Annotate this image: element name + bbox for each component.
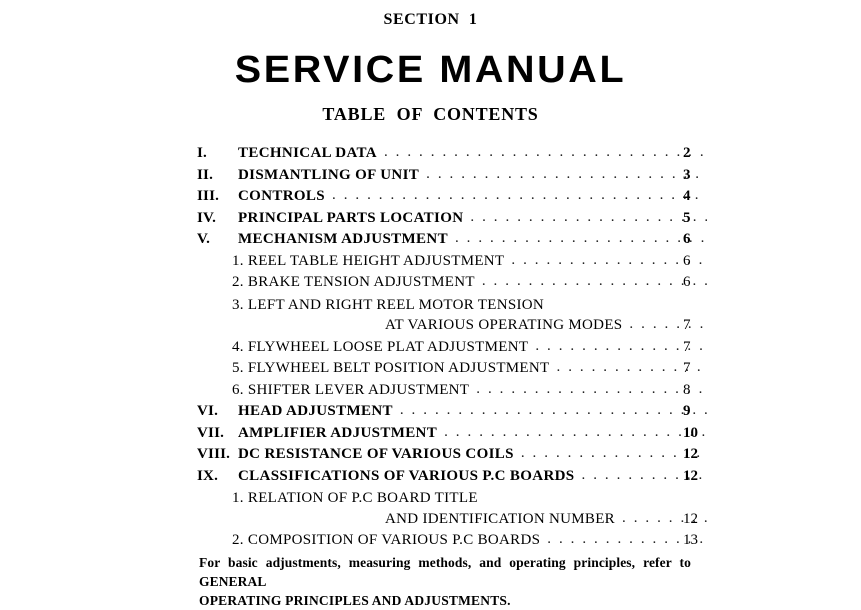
toc-entry-page-number: 6 (683, 252, 691, 269)
toc-entry-body (238, 401, 707, 423)
toc-entry-page-number: 7 (683, 360, 691, 376)
toc-dot-leader (455, 228, 707, 243)
toc-entry-label: 1. REEL TABLE HEIGHT ADJUSTMENT (232, 252, 505, 269)
toc-dot-leader (535, 336, 707, 351)
toc-entry-label: 3. LEFT AND RIGHT REEL MOTOR TENSION (232, 296, 545, 313)
toc-entry-page-number: 12 (683, 467, 698, 484)
toc-entry-body (238, 229, 707, 251)
toc-entry[interactable] (197, 487, 707, 509)
toc-entry-page-number: 6 (683, 274, 691, 290)
toc-entry-number: II. (197, 166, 214, 183)
toc-entry[interactable] (197, 423, 707, 445)
toc-entry-page-number: 9 (683, 403, 691, 419)
toc-entry-label: 4. FLYWHEEL LOOSE PLAT ADJUSTMENT (232, 338, 529, 355)
table-of-contents-heading: TABLE OF CONTENTS (322, 104, 539, 124)
toc-entry-label: DC RESISTANCE OF VARIOUS COILS (238, 446, 514, 462)
toc-entry-body (232, 487, 707, 510)
toc-entry-number: VII. (197, 424, 225, 441)
toc-entry-number: I. (197, 145, 207, 161)
toc-entry-body (238, 165, 707, 187)
toc-dot-leader (470, 207, 707, 222)
toc-entry-number: V. (197, 231, 211, 247)
toc-entry-label: 6. SHIFTER LEVER ADJUSTMENT (232, 381, 470, 398)
toc-entry-body (232, 380, 707, 402)
toc-entry-body (238, 466, 707, 488)
toc-dot-leader (400, 400, 707, 415)
toc-dot-leader (482, 271, 707, 286)
toc-entry[interactable] (197, 380, 707, 402)
toc-entry[interactable] (197, 444, 707, 466)
toc-dot-leader (332, 185, 707, 200)
toc-entry-page-number: 3 (683, 166, 691, 183)
toc-entry[interactable] (197, 208, 707, 230)
toc-entry-label: 1. RELATION OF P.C BOARD TITLE (232, 490, 478, 506)
toc-entry-page-number: 2 (683, 145, 691, 161)
toc-entry-body (238, 208, 707, 230)
toc-entry-page-number: 6 (683, 231, 691, 247)
toc-entry-label: TECHNICAL DATA (238, 145, 377, 161)
toc-entry-label: 5. FLYWHEEL BELT POSITION ADJUSTMENT (232, 360, 550, 376)
toc-entry-label: AT VARIOUS OPERATING MODES (385, 317, 623, 333)
toc-entry-number: III. (197, 188, 220, 204)
toc-dot-leader (551, 293, 707, 308)
toc-entry[interactable] (197, 294, 707, 316)
toc-entry-page-number: 13 (683, 532, 698, 548)
toc-entry-number: VI. (197, 403, 219, 419)
toc-entry-number: VIII. (197, 446, 231, 462)
toc-entry[interactable] (197, 251, 707, 273)
toc-entry[interactable] (197, 530, 707, 552)
toc-dot-leader (444, 422, 707, 437)
toc-entry-body (232, 358, 707, 380)
toc-dot-leader (384, 142, 707, 157)
footer-note-line-1: For basic adjustments, measuring methods, and operating principles, refer to GENERAL (199, 555, 691, 589)
toc-entry[interactable] (197, 358, 707, 380)
toc-entry-body (232, 272, 707, 294)
toc-entry-page-number: 12 (683, 446, 698, 462)
toc-entry-label: CLASSIFICATIONS OF VARIOUS P.C BOARDS (238, 467, 575, 484)
toc-entry-page-number: 12 (683, 510, 698, 527)
toc-dot-leader (511, 250, 707, 265)
toc-entry-label: AMPLIFIER ADJUSTMENT (238, 424, 438, 441)
toc-entry-body (232, 294, 707, 317)
toc-entry-label: 2. COMPOSITION OF VARIOUS P.C BOARDS (232, 532, 541, 548)
toc-entry[interactable] (197, 229, 707, 251)
toc-entry[interactable] (197, 337, 707, 359)
toc-entry-page-number: 5 (683, 209, 691, 226)
toc-entry-body (238, 143, 707, 165)
toc-entry[interactable] (197, 509, 707, 531)
toc-entry-body (238, 444, 707, 466)
footer-note (199, 553, 691, 610)
toc-entry-body (238, 423, 707, 445)
toc-entry-label: DISMANTLING OF UNIT (238, 166, 420, 183)
toc-entry[interactable] (197, 143, 707, 165)
toc-dot-leader (521, 443, 707, 458)
toc-entry-page-number: 7 (683, 338, 691, 355)
toc-entry[interactable] (197, 466, 707, 488)
toc-entry-page-number: 8 (683, 381, 691, 398)
toc-dot-leader (485, 486, 707, 501)
toc-entry-number: IX. (197, 467, 219, 484)
toc-entry-page-number: 4 (683, 188, 691, 204)
toc-entry-label: PRINCIPAL PARTS LOCATION (238, 209, 464, 226)
toc-entry-label: MECHANISM ADJUSTMENT (238, 231, 448, 247)
table-of-contents-list (197, 143, 707, 552)
toc-entry-body (232, 251, 707, 273)
toc-entry-label: HEAD ADJUSTMENT (238, 403, 393, 419)
toc-entry[interactable] (197, 401, 707, 423)
toc-entry-page-number: 10 (683, 424, 698, 441)
toc-entry-body (385, 315, 707, 337)
toc-entry[interactable] (197, 272, 707, 294)
toc-dot-leader (426, 164, 707, 179)
toc-entry-label: 2. BRAKE TENSION ADJUSTMENT (232, 274, 475, 290)
page-title: SERVICE MANUAL (234, 49, 627, 91)
toc-entry-body (232, 530, 707, 552)
toc-entry-body (238, 186, 707, 208)
toc-entry-page-number: 7 (683, 317, 691, 333)
toc-entry[interactable] (197, 165, 707, 187)
toc-entry-body (232, 337, 707, 359)
section-label: SECTION 1 (383, 11, 478, 28)
footer-note-line-2: OPERATING PRINCIPLES AND ADJUSTMENTS. (199, 593, 511, 608)
toc-entry-label: AND IDENTIFICATION NUMBER (385, 510, 615, 527)
toc-entry-number: IV. (197, 209, 217, 226)
toc-entry-body (385, 509, 707, 531)
toc-dot-leader (476, 379, 707, 394)
toc-entry[interactable] (197, 315, 707, 337)
toc-entry-label: CONTROLS (238, 188, 325, 204)
toc-entry[interactable] (197, 186, 707, 208)
